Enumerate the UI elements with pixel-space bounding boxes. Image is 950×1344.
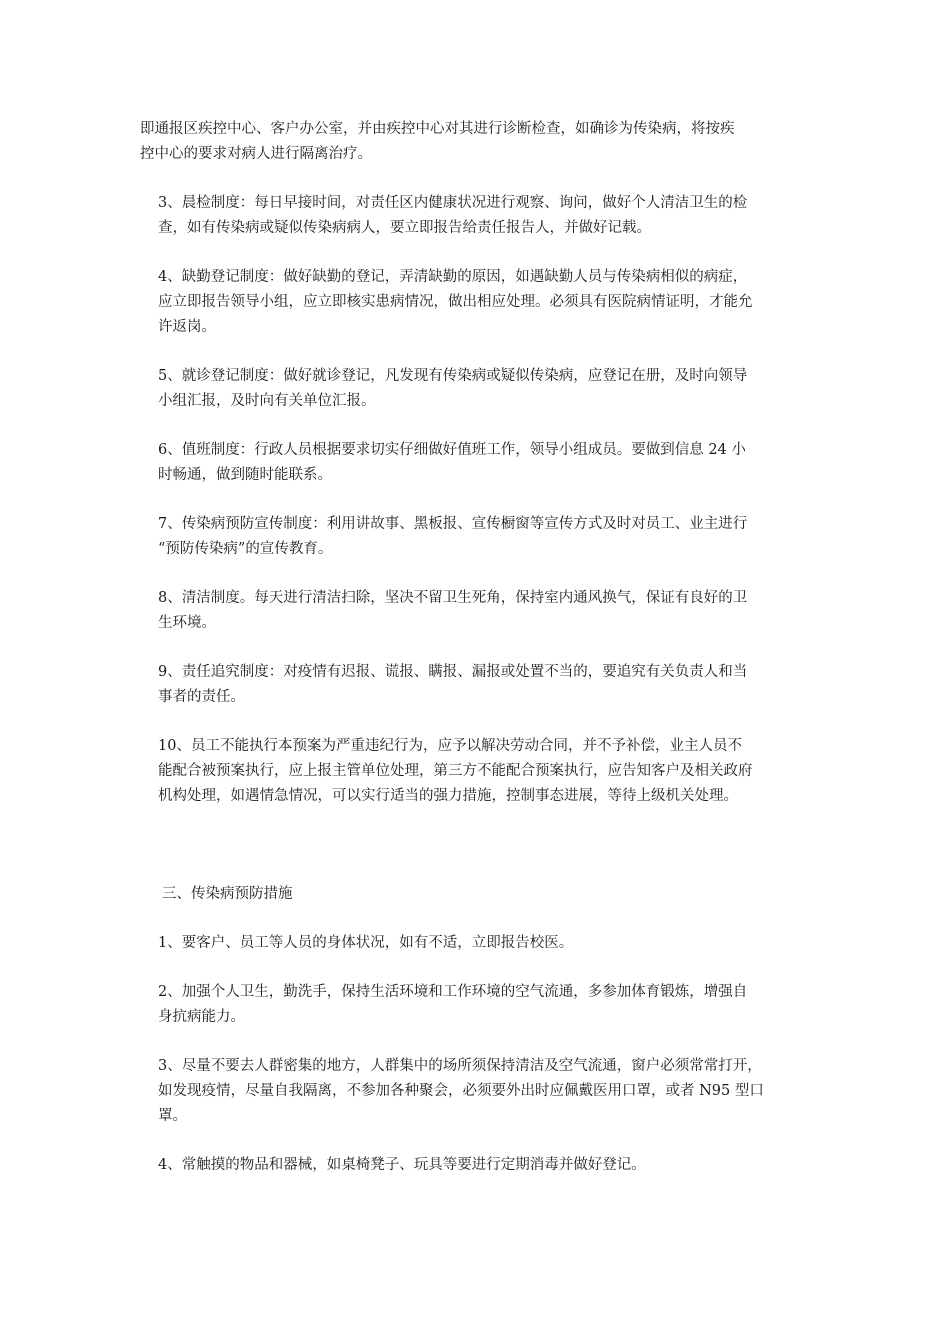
measure-item-3: 3、尽量不要去人群密集的地方，人群集中的场所须保持清洁及空气流通，窗户必须常常打开， 如发现疫情，尽量自我隔离，不参加各种聚会，必须要外出时应佩戴医用口罩，或者 N95 型口 罩。 xyxy=(158,1058,764,1124)
rule-item-7: 7、传染病预防宣传制度：利用讲故事、黑板报、宣传橱窗等宣传方式及时对员工、业主进行 “预防传染病”的宣传教育。 xyxy=(158,516,748,557)
rule-item-4: 4、缺勤登记制度：做好缺勤的登记，弄清缺勤的原因，如遇缺勤人员与传染病相似的病症， 应立即报告领导小组，应立即核实患病情况，做出相应处理。必须具有医院病情证明，才能允 许返岗。 xyxy=(158,269,753,335)
measure-item-1: 1、要客户、员工等人员的身体状况，如有不适，立即报告校医。 xyxy=(158,935,574,951)
rule-item-5: 5、就诊登记制度：做好就诊登记，凡发现有传染病或疑似传染病，应登记在册，及时向领导 小组汇报，及时向有关单位汇报。 xyxy=(158,368,748,409)
rule-item-8: 8、清洁制度。每天进行清洁扫除，坚决不留卫生死角，保持室内通风换气，保证有良好的卫 生环境。 xyxy=(158,590,748,631)
rule-item-9: 9、责任追究制度：对疫情有迟报、谎报、瞒报、漏报或处置不当的，要追究有关负责人和当 事者的责任。 xyxy=(158,664,748,705)
rule-item-6: 6、值班制度：行政人员根据要求切实仔细做好值班工作，领导小组成员。要做到信息 24 小 时畅通，做到随时能联系。 xyxy=(158,442,746,483)
rule-item-3: 3、晨检制度：每日早接时间，对责任区内健康状况进行观察、询问，做好个人清洁卫生的检 查，如有传染病或疑似传染病病人，要立即报告给责任报告人，并做好记载。 xyxy=(158,195,748,236)
measure-item-2: 2、加强个人卫生，勤洗手，保持生活环境和工作环境的空气流通，多参加体育锻炼，增强自 身抗病能力。 xyxy=(158,984,748,1025)
measure-item-4: 4、常触摸的物品和器械，如桌椅凳子、玩具等要进行定期消毒并做好登记。 xyxy=(158,1157,646,1173)
section3-heading: 三、传染病预防措施 xyxy=(162,886,293,902)
section2-intro: 即通报区疾控中心、客户办公室，并由疾控中心对其进行诊断检查，如确诊为传染病，将按疾 控中心的要求对病人进行隔离治疗。 xyxy=(140,121,735,162)
rule-item-10: 10、员工不能执行本预案为严重违纪行为，应予以解决劳动合同，并不予补偿，业主人员不 能配合被预案执行，应上报主管单位处理，第三方不能配合预案执行，应告知客户及相关政府 机构处理，如遇情急情况，可以实行适当的强力措施，控制事态进展，等待上级机关处理。 xyxy=(158,738,753,804)
